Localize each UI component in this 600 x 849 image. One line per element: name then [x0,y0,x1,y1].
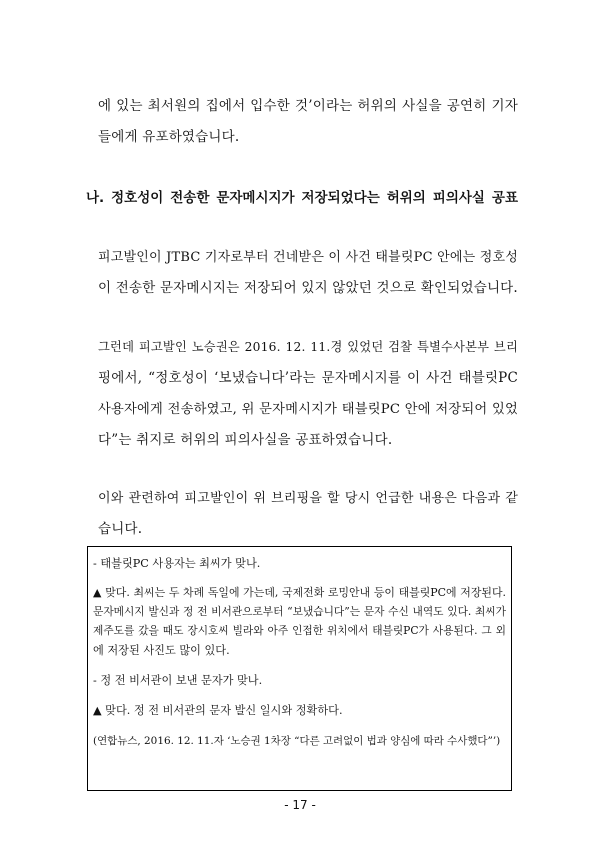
news-quote-box [87,546,512,791]
quote-answer-1-line-3: 제주도를 갔을 때도 장시호씨 빌라와 아주 인접한 위치에서 태블릿PC가 사용된다. 그 외 [93,624,506,637]
paragraph-3-line-2: 핑에서, “정호성이 ‘보냈습니다’라는 문자메시지를 이 사건 태블릿PC [98,370,518,386]
paragraph-3-line-1: 그런데 피고발인 노승권은 2016. 12. 11.경 있었던 검찰 특별수사본부 브리 [98,340,518,354]
paragraph-3-line-4: 다”는 취지로 허위의 피의사실을 공표하였습니다. [98,432,393,448]
page-number: - 17 - [284,798,316,812]
paragraph-1-line-2: 들에게 유포하였습니다. [98,129,240,145]
paragraph-3-line-3: 사용자에게 전송하였고, 위 문자메시지가 태블릿PC 안에 저장되어 있었 [98,402,518,417]
quote-answer-1-line-1: ▲ 맞다. 최씨는 두 차례 독일에 가는데, 국제전화 로밍안내 등이 태블릿PC에 저장된다. [93,586,506,599]
section-heading: 나. 정호성이 전송한 문자메시지가 저장되었다는 허위의 피의사실 공표 [86,190,518,206]
paragraph-1-line-1: 에 있는 최서원의 집에서 입수한 것’이라는 허위의 사실을 공연히 기자 [98,98,518,114]
paragraph-4-line-2: 습니다. [98,521,143,537]
quote-answer-2: ▲ 맞다. 정 전 비서관의 문자 발신 일시와 정확하다. [93,704,343,717]
paragraph-4-line-1: 이와 관련하여 피고발인이 위 브리핑을 할 당시 언급한 내용은 다음과 같 [98,491,518,506]
paragraph-2-line-1: 피고발인이 JTBC 기자로부터 건네받은 이 사건 태블릿PC 안에는 정호성 [98,250,518,265]
quote-question-1: - 태블릿PC 사용자는 최씨가 맞나. [93,557,261,570]
quote-question-2: - 정 전 비서관이 보낸 문자가 맞나. [93,674,263,687]
paragraph-2-line-2: 이 전송한 문자메시지는 저장되어 있지 않았던 것으로 확인되었습니다. [98,280,518,296]
quote-answer-1-line-2: 문자메시지 발신과 정 전 비서관으로부터 “보냈습니다”는 문자 수신 내역도 있다. 최씨가 [93,605,506,618]
quote-source: (연합뉴스, 2016. 12. 11.자 ‘노승권 1차장 “다른 고려없이 법과 양심에 따라 수사했다”’) [93,735,501,747]
quote-answer-1-line-4: 에 저장된 사진도 많이 있다. [93,644,230,657]
